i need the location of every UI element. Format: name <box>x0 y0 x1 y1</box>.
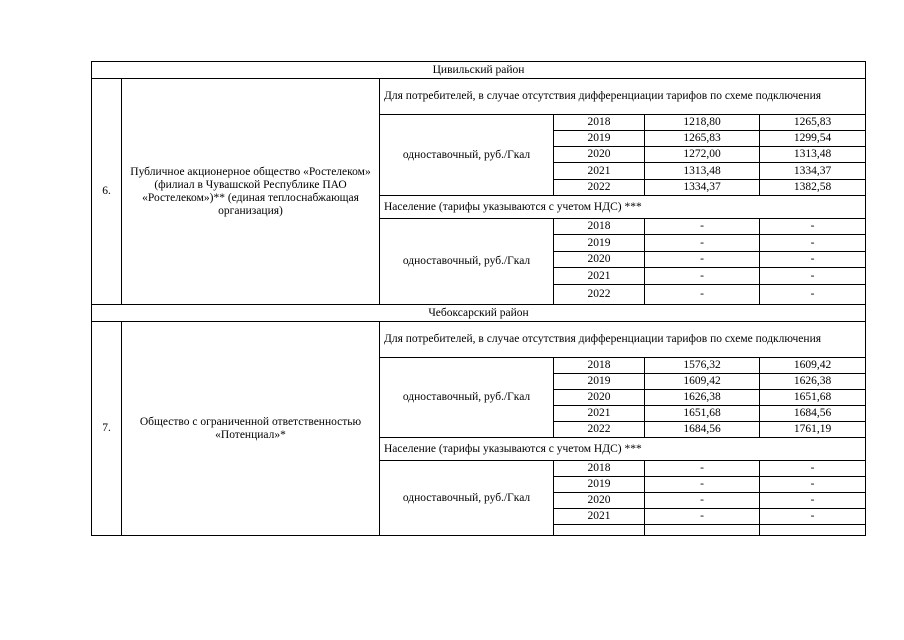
tariff-value-2: 1265,83 <box>760 115 866 131</box>
tariff-value-2: 1313,48 <box>760 147 866 163</box>
year-cell: 2019 <box>554 235 645 252</box>
tariff-type: одноставочный, руб./Гкал <box>380 115 554 196</box>
tariff-value-1: 1651,68 <box>645 406 760 422</box>
region-name: Чебоксарский район <box>92 305 866 322</box>
tariff-value-2: - <box>760 268 866 285</box>
tariff-value-2: - <box>760 252 866 268</box>
tariff-value-1: - <box>645 235 760 252</box>
year-cell: 2022 <box>554 422 645 438</box>
year-cell: 2018 <box>554 115 645 131</box>
tariff-value-1: - <box>645 493 760 509</box>
year-cell: 2021 <box>554 406 645 422</box>
tariff-value-1: - <box>645 509 760 525</box>
tariff-value-1: - <box>645 477 760 493</box>
year-cell: 2019 <box>554 131 645 147</box>
tariff-value-1: 1334,37 <box>645 180 760 196</box>
tariff-value-2: 1626,38 <box>760 374 866 390</box>
tariff-value-2: - <box>760 493 866 509</box>
year-cell: 2020 <box>554 252 645 268</box>
region-row <box>92 62 866 79</box>
tariff-value-2: 1382,58 <box>760 180 866 196</box>
year-cell: 2019 <box>554 374 645 390</box>
tariff-value-1: - <box>645 268 760 285</box>
table-row <box>92 322 866 358</box>
empty-cell <box>554 525 645 536</box>
tariff-value-1: 1626,38 <box>645 390 760 406</box>
consumer-category: Для потребителей, в случае отсутствия дифференциации тарифов по схеме подключения <box>380 322 866 358</box>
tariff-value-2: - <box>760 461 866 477</box>
tariff-value-1: 1272,00 <box>645 147 760 163</box>
year-cell: 2018 <box>554 461 645 477</box>
tariff-value-2: 1299,54 <box>760 131 866 147</box>
empty-cell <box>645 525 760 536</box>
tariff-value-2: - <box>760 509 866 525</box>
region-name: Цивильский район <box>92 62 866 79</box>
year-cell: 2020 <box>554 493 645 509</box>
tariff-type: одноставочный, руб./Гкал <box>380 461 554 536</box>
organization-name: Публичное акционерное общество «Ростелеком» (филиал в Чувашской Республике ПАО «Ростелеком»)** (единая теплоснабжающая организация) <box>122 79 380 305</box>
year-cell: 2018 <box>554 219 645 235</box>
year-cell: 2019 <box>554 477 645 493</box>
entry-number: 6. <box>92 79 122 305</box>
consumer-category: Для потребителей, в случае отсутствия дифференциации тарифов по схеме подключения <box>380 79 866 115</box>
consumer-category: Население (тарифы указываются с учетом НДС) *** <box>380 196 866 219</box>
tariff-value-1: 1218,80 <box>645 115 760 131</box>
tariff-value-2: - <box>760 235 866 252</box>
tariff-value-1: - <box>645 461 760 477</box>
year-cell: 2021 <box>554 268 645 285</box>
tariff-value-1: - <box>645 219 760 235</box>
table-row <box>92 79 866 115</box>
year-cell: 2022 <box>554 180 645 196</box>
tariff-value-2: 1651,68 <box>760 390 866 406</box>
empty-cell <box>760 525 866 536</box>
tariff-value-1: 1265,83 <box>645 131 760 147</box>
tariff-type: одноставочный, руб./Гкал <box>380 358 554 438</box>
tariff-value-1: - <box>645 285 760 305</box>
tariff-value-1: 1576,32 <box>645 358 760 374</box>
tariff-value-2: 1684,56 <box>760 406 866 422</box>
tariff-value-1: 1609,42 <box>645 374 760 390</box>
year-cell: 2021 <box>554 509 645 525</box>
tariff-value-1: - <box>645 252 760 268</box>
year-cell: 2020 <box>554 147 645 163</box>
year-cell: 2020 <box>554 390 645 406</box>
year-cell: 2021 <box>554 163 645 180</box>
tariff-type: одноставочный, руб./Гкал <box>380 219 554 305</box>
organization-name: Общество с ограниченной ответственностью «Потенциал»* <box>122 322 380 536</box>
year-cell: 2018 <box>554 358 645 374</box>
region-row <box>92 305 866 322</box>
consumer-category: Население (тарифы указываются с учетом НДС) *** <box>380 438 866 461</box>
tariff-value-2: - <box>760 477 866 493</box>
tariff-value-1: 1313,48 <box>645 163 760 180</box>
tariff-value-2: 1609,42 <box>760 358 866 374</box>
tariff-value-2: - <box>760 219 866 235</box>
tariff-value-2: 1761,19 <box>760 422 866 438</box>
tariff-value-1: 1684,56 <box>645 422 760 438</box>
entry-number: 7. <box>92 322 122 536</box>
tariff-value-2: - <box>760 285 866 305</box>
tariff-table <box>91 61 866 536</box>
tariff-value-2: 1334,37 <box>760 163 866 180</box>
year-cell: 2022 <box>554 285 645 305</box>
